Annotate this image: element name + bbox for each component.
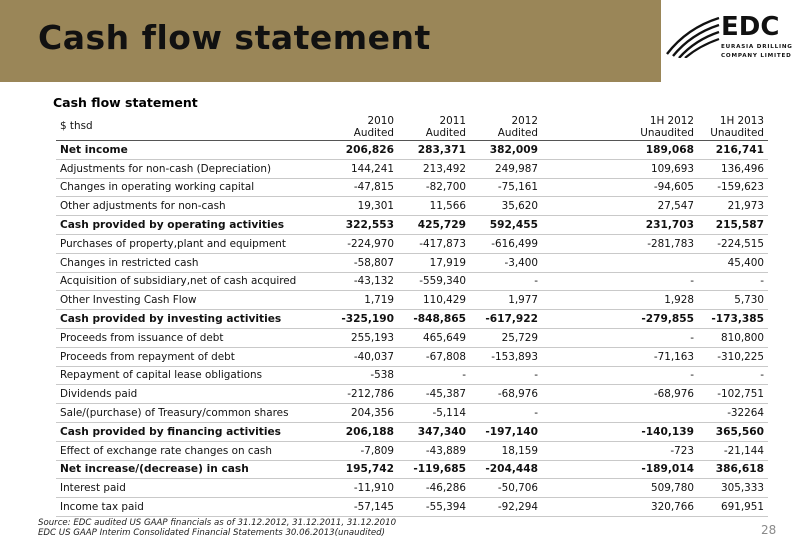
cell-value: -68,976: [622, 385, 698, 404]
logo-line-2: COMPANY LIMITED: [721, 53, 792, 59]
cell-value: 45,400: [698, 253, 768, 272]
table-row: [56, 234, 768, 253]
cell-value: -848,865: [398, 310, 470, 329]
row-label: Net increase/(decrease) in cash: [56, 460, 320, 479]
row-label: Purchases of property,plant and equipment: [56, 234, 320, 253]
cell-value: 1,977: [470, 291, 542, 310]
table-row: [56, 159, 768, 178]
table-row: [56, 141, 768, 160]
cell-value: 305,333: [698, 479, 768, 498]
cell-value: 206,826: [320, 141, 398, 160]
company-logo: [661, 0, 800, 82]
table-row: [56, 441, 768, 460]
cell-value: 215,587: [698, 216, 768, 235]
slide-title: Cash flow statement: [38, 18, 431, 57]
cell-value: -325,190: [320, 310, 398, 329]
cell-value: -32264: [698, 404, 768, 423]
cell-value: -5,114: [398, 404, 470, 423]
table-caption: Cash flow statement: [53, 95, 198, 110]
table-row: [56, 366, 768, 385]
cell-value: -46,286: [398, 479, 470, 498]
cell-value: -58,807: [320, 253, 398, 272]
table-row: [56, 310, 768, 329]
table-row: [56, 197, 768, 216]
cell-value: 204,356: [320, 404, 398, 423]
cell-value: -189,014: [622, 460, 698, 479]
cell-value: -: [470, 404, 542, 423]
row-label: Repayment of capital lease obligations: [56, 366, 320, 385]
row-label: Dividends paid: [56, 385, 320, 404]
cell-value: 206,188: [320, 422, 398, 441]
cell-value: -559,340: [398, 272, 470, 291]
cell-value: -67,808: [398, 347, 470, 366]
cell-value: -71,163: [622, 347, 698, 366]
cell-value: -7,809: [320, 441, 398, 460]
column-spacer: [542, 498, 622, 517]
cell-value: -: [622, 328, 698, 347]
column-header: 2011 Audited: [398, 112, 470, 141]
column-header: 2012 Audited: [470, 112, 542, 141]
cell-value: -140,139: [622, 422, 698, 441]
cell-value: 18,159: [470, 441, 542, 460]
column-spacer: [542, 234, 622, 253]
column-spacer: [542, 366, 622, 385]
cell-value: 465,649: [398, 328, 470, 347]
table-header-row: [56, 112, 768, 141]
cell-value: -153,893: [470, 347, 542, 366]
cell-value: -: [470, 366, 542, 385]
column-spacer: [542, 328, 622, 347]
row-label: Income tax paid: [56, 498, 320, 517]
cell-value: 425,729: [398, 216, 470, 235]
cell-value: 19,301: [320, 197, 398, 216]
cell-value: -55,394: [398, 498, 470, 517]
source-line-1: Source: EDC audited US GAAP financials as of 31.12.2012, 31.12.2011, 31.12.2010: [38, 518, 397, 528]
cell-value: -281,783: [622, 234, 698, 253]
cell-value: -: [698, 366, 768, 385]
table-row: [56, 422, 768, 441]
column-spacer: [542, 479, 622, 498]
row-label: Other Investing Cash Flow: [56, 291, 320, 310]
cell-value: -21,144: [698, 441, 768, 460]
cell-value: -45,387: [398, 385, 470, 404]
table-row: [56, 479, 768, 498]
cell-value: 27,547: [622, 197, 698, 216]
cell-value: 592,455: [470, 216, 542, 235]
cell-value: 1,719: [320, 291, 398, 310]
cell-value: -50,706: [470, 479, 542, 498]
cell-value: -3,400: [470, 253, 542, 272]
cell-value: [622, 253, 698, 272]
cell-value: 144,241: [320, 159, 398, 178]
cell-value: 810,800: [698, 328, 768, 347]
column-header: 1H 2013 Unaudited: [698, 112, 768, 141]
cell-value: 1,928: [622, 291, 698, 310]
row-label: Acquisition of subsidiary,net of cash acquired: [56, 272, 320, 291]
cell-value: -310,225: [698, 347, 768, 366]
logo-line-1: EURASIA DRILLING: [721, 44, 793, 50]
cell-value: -212,786: [320, 385, 398, 404]
column-spacer: [542, 291, 622, 310]
cell-value: -119,685: [398, 460, 470, 479]
cell-value: -538: [320, 366, 398, 385]
table-row: [56, 328, 768, 347]
table-row: [56, 291, 768, 310]
column-header: 2010 Audited: [320, 112, 398, 141]
cell-value: 216,741: [698, 141, 768, 160]
cell-value: -: [622, 272, 698, 291]
cell-value: -94,605: [622, 178, 698, 197]
cell-value: -82,700: [398, 178, 470, 197]
cell-value: -204,448: [470, 460, 542, 479]
logo-wordmark: EDC: [721, 12, 780, 42]
cell-value: -224,970: [320, 234, 398, 253]
cell-value: -40,037: [320, 347, 398, 366]
cell-value: 322,553: [320, 216, 398, 235]
cell-value: -92,294: [470, 498, 542, 517]
table-row: [56, 460, 768, 479]
row-label: Sale/(purchase) of Treasury/common shares: [56, 404, 320, 423]
table-row: [56, 498, 768, 517]
cell-value: -173,385: [698, 310, 768, 329]
cell-value: 11,566: [398, 197, 470, 216]
cell-value: [622, 404, 698, 423]
table-row: [56, 253, 768, 272]
table-row: [56, 216, 768, 235]
table-row: [56, 385, 768, 404]
cell-value: -159,623: [698, 178, 768, 197]
cell-value: -57,145: [320, 498, 398, 517]
cell-value: -: [698, 272, 768, 291]
cell-value: -197,140: [470, 422, 542, 441]
unit-label: $ thsd: [56, 112, 320, 141]
column-spacer: [542, 112, 622, 141]
row-label: Effect of exchange rate changes on cash: [56, 441, 320, 460]
cell-value: -43,132: [320, 272, 398, 291]
column-spacer: [542, 253, 622, 272]
cell-value: -616,499: [470, 234, 542, 253]
row-label: Changes in restricted cash: [56, 253, 320, 272]
cell-value: 509,780: [622, 479, 698, 498]
cell-value: -279,855: [622, 310, 698, 329]
column-spacer: [542, 159, 622, 178]
row-label: Proceeds from issuance of debt: [56, 328, 320, 347]
row-label: Cash provided by investing activities: [56, 310, 320, 329]
cell-value: 365,560: [698, 422, 768, 441]
row-label: Adjustments for non-cash (Depreciation): [56, 159, 320, 178]
column-spacer: [542, 404, 622, 423]
logo-swoosh-icon: [665, 14, 721, 58]
row-label: Net income: [56, 141, 320, 160]
cell-value: -47,815: [320, 178, 398, 197]
column-spacer: [542, 310, 622, 329]
cell-value: -11,910: [320, 479, 398, 498]
cell-value: -102,751: [698, 385, 768, 404]
cell-value: 283,371: [398, 141, 470, 160]
column-spacer: [542, 385, 622, 404]
title-band: [0, 0, 800, 82]
cell-value: 195,742: [320, 460, 398, 479]
cell-value: 21,973: [698, 197, 768, 216]
cell-value: 386,618: [698, 460, 768, 479]
row-label: Proceeds from repayment of debt: [56, 347, 320, 366]
cell-value: 691,951: [698, 498, 768, 517]
cell-value: 189,068: [622, 141, 698, 160]
cell-value: 255,193: [320, 328, 398, 347]
column-header: 1H 2012 Unaudited: [622, 112, 698, 141]
source-note: [38, 518, 396, 538]
column-spacer: [542, 178, 622, 197]
cell-value: 320,766: [622, 498, 698, 517]
cell-value: 17,919: [398, 253, 470, 272]
cell-value: 249,987: [470, 159, 542, 178]
column-spacer: [542, 422, 622, 441]
column-spacer: [542, 272, 622, 291]
column-spacer: [542, 347, 622, 366]
cell-value: -75,161: [470, 178, 542, 197]
source-line-2: EDC US GAAP Interim Consolidated Financial Statements 30.06.2013(unaudited): [38, 528, 385, 538]
cell-value: -: [470, 272, 542, 291]
cell-value: -224,515: [698, 234, 768, 253]
table-row: [56, 178, 768, 197]
cash-flow-table: [56, 112, 768, 517]
cell-value: -: [398, 366, 470, 385]
cell-value: -: [622, 366, 698, 385]
cell-value: 136,496: [698, 159, 768, 178]
row-label: Other adjustments for non-cash: [56, 197, 320, 216]
column-spacer: [542, 141, 622, 160]
table-row: [56, 347, 768, 366]
cell-value: 110,429: [398, 291, 470, 310]
row-label: Interest paid: [56, 479, 320, 498]
cell-value: 5,730: [698, 291, 768, 310]
cell-value: 231,703: [622, 216, 698, 235]
column-spacer: [542, 216, 622, 235]
cell-value: 213,492: [398, 159, 470, 178]
cell-value: 25,729: [470, 328, 542, 347]
column-spacer: [542, 197, 622, 216]
cell-value: -723: [622, 441, 698, 460]
row-label: Changes in operating working capital: [56, 178, 320, 197]
cell-value: -43,889: [398, 441, 470, 460]
cell-value: -417,873: [398, 234, 470, 253]
cell-value: 347,340: [398, 422, 470, 441]
table-row: [56, 272, 768, 291]
cell-value: -617,922: [470, 310, 542, 329]
table-row: [56, 404, 768, 423]
column-spacer: [542, 441, 622, 460]
page-number: 28: [761, 523, 777, 537]
cell-value: -68,976: [470, 385, 542, 404]
row-label: Cash provided by operating activities: [56, 216, 320, 235]
row-label: Cash provided by financing activities: [56, 422, 320, 441]
cell-value: 109,693: [622, 159, 698, 178]
cell-value: 35,620: [470, 197, 542, 216]
column-spacer: [542, 460, 622, 479]
cell-value: 382,009: [470, 141, 542, 160]
